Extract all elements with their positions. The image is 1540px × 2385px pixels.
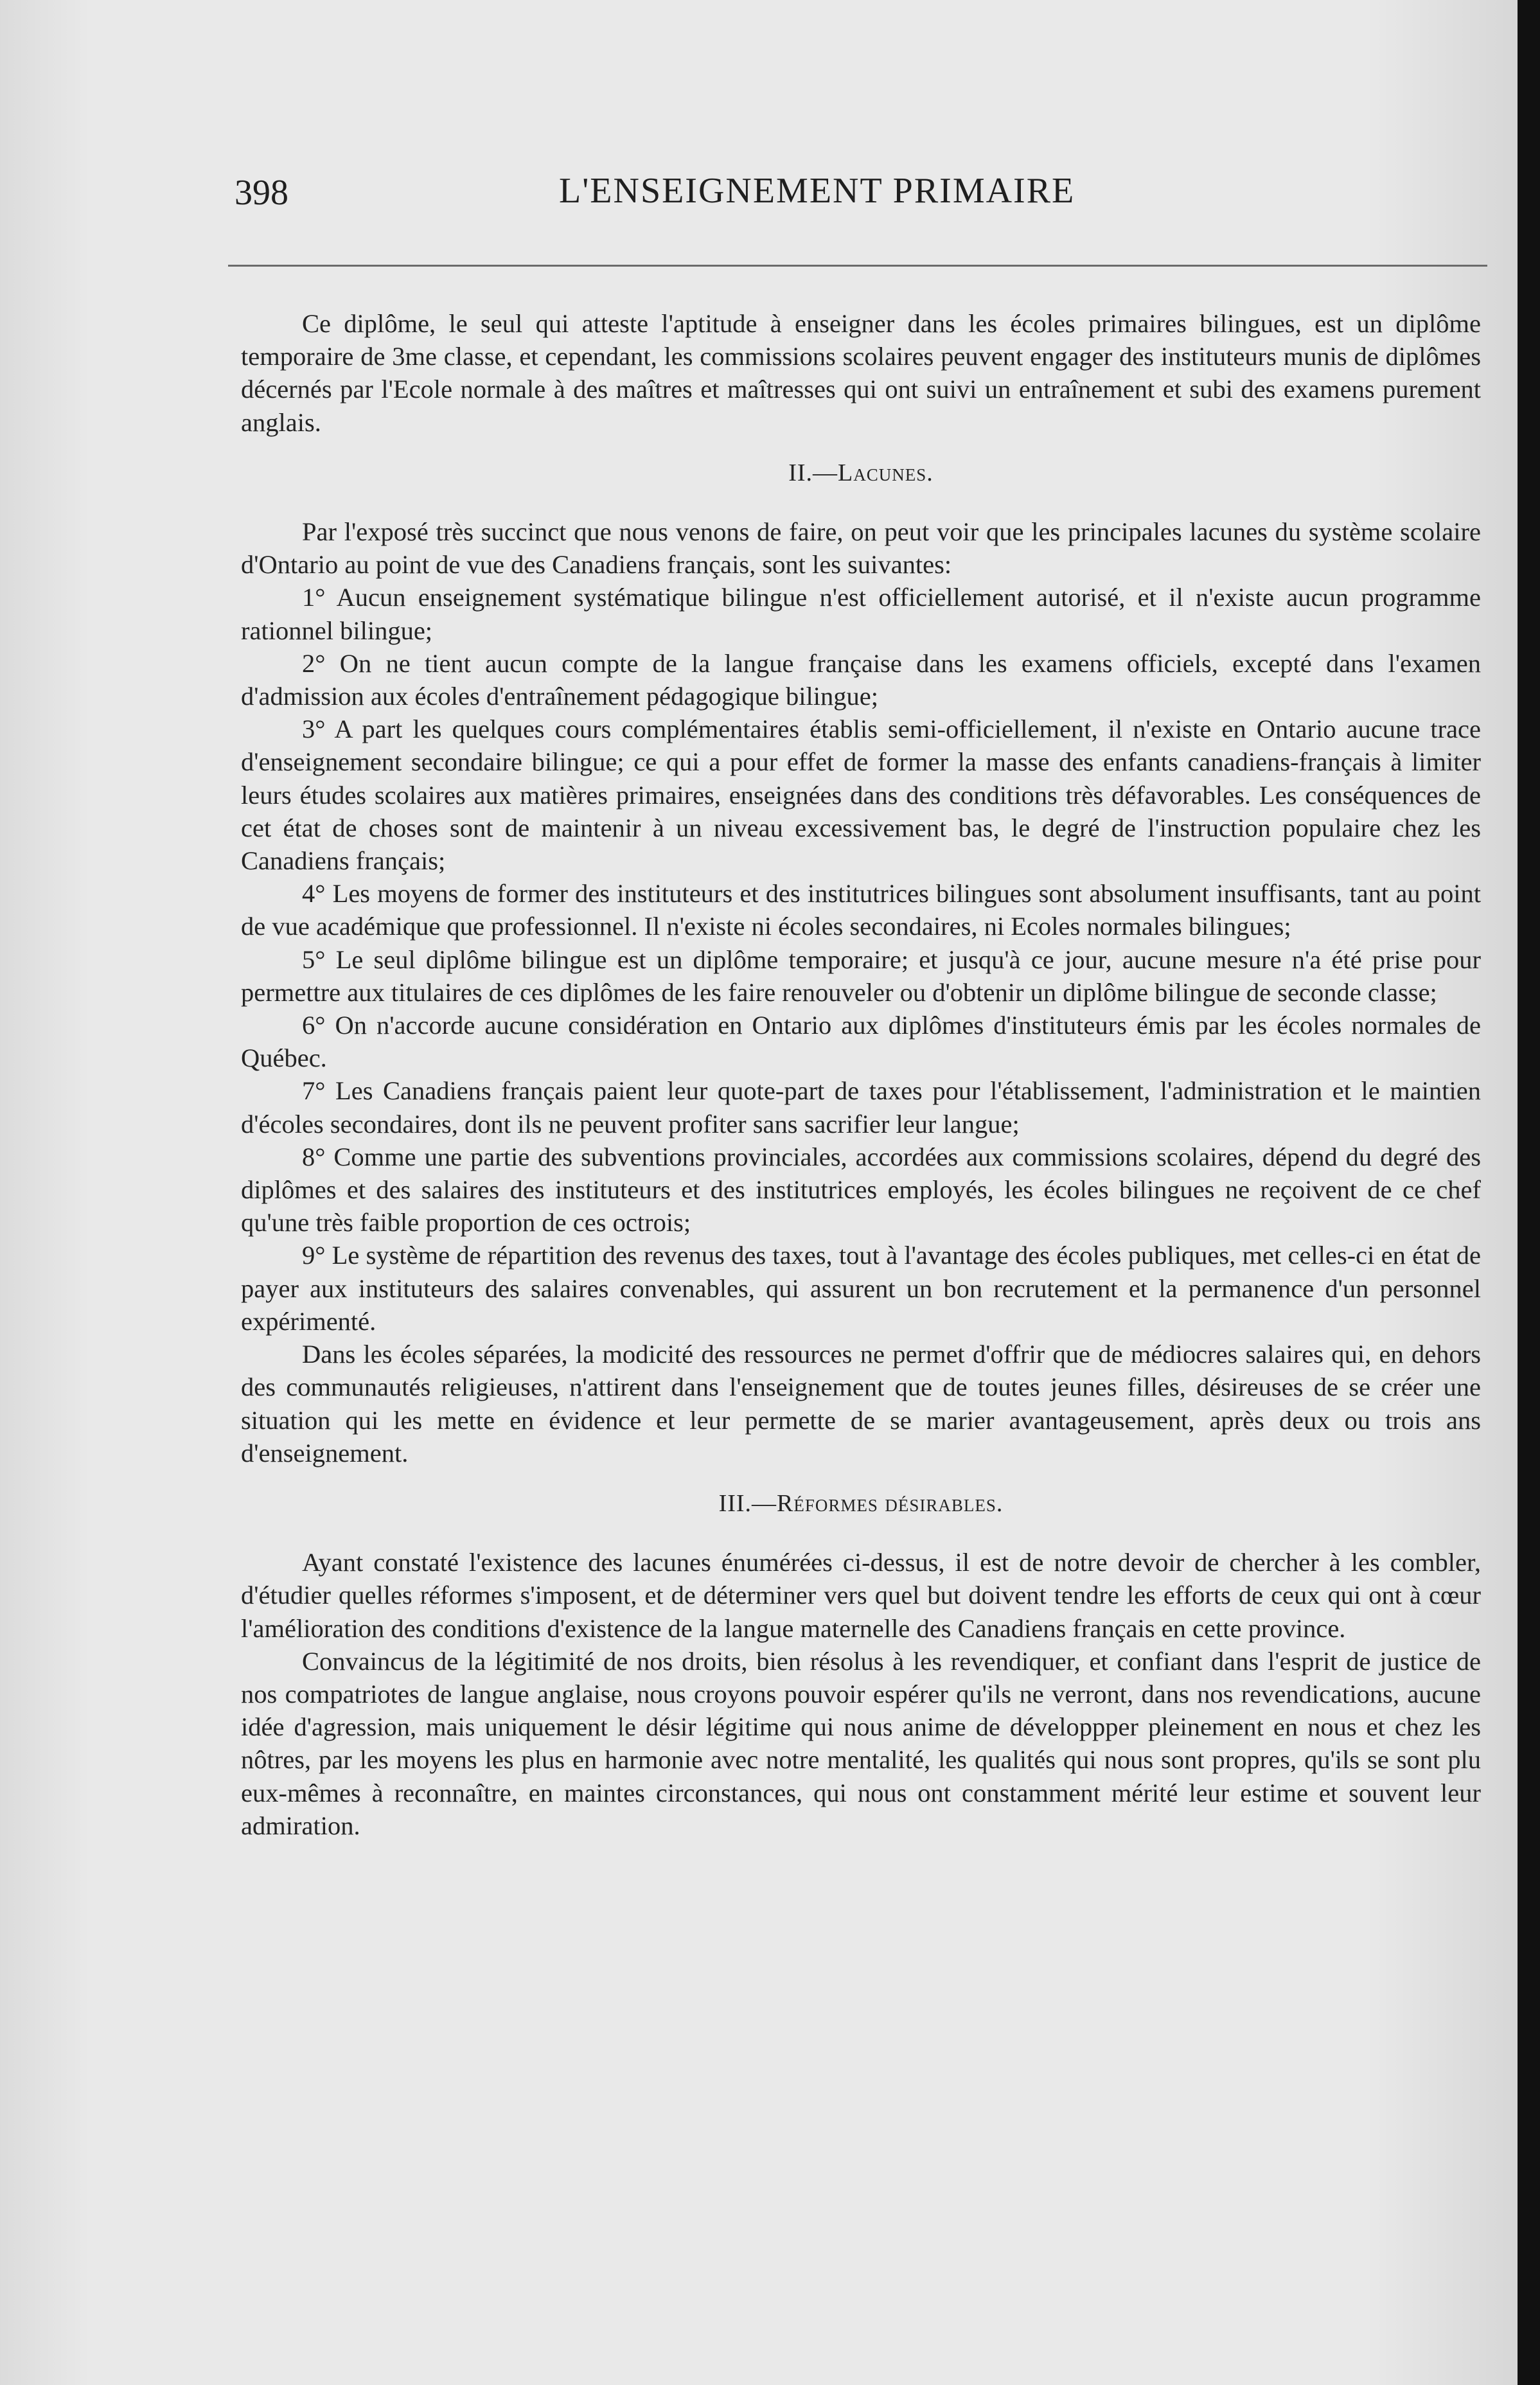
running-title: L'ENSEIGNEMENT PRIMAIRE bbox=[559, 171, 1075, 211]
intro-paragraph: Ce diplôme, le seul qui atteste l'aptitude à enseigner dans les écoles primaires bilingues, est un diplôme temporaire de 3me classe, et cependant, les commissions scolaires peuvent engager des instituteurs munis de diplômes décernés par l'Ecole normale à des maîtres et maîtresses qui ont suivi un entraînement et subi des examens purement anglais. bbox=[241, 309, 1481, 437]
list-item: 2° On ne tient aucun compte de la langue française dans les examens officiels, excepté dans l'examen d'admission aux écoles d'entraînement pédagogique bilingue; bbox=[241, 648, 1481, 711]
list-item: 4° Les moyens de former des instituteurs et des institutrices bilingues sont absolument insuffisants, tant au point de vue académique que professionnel. Il n'existe ni écoles secondaires, ni Ecoles normales bilingues; bbox=[241, 879, 1481, 941]
section-title: Lacunes. bbox=[838, 459, 934, 486]
reformes-paragraph-2: Convaincus de la légitimité de nos droits, bien résolus à les revendiquer, et confiant dans l'esprit de justice de nos compatriotes de langue anglaise, nous croyons pouvoir espérer qu'ils ne verront, dans nos revendications, aucune idée d'agression, mais uniquement le désir légitime qui nous anime de développper pleinement en nous et chez les nôtres, par les moyens les plus en harmonie avec notre mentalité, les qualités qui nous sont propres, qu'ils se sont plu eux-mêmes à reconnaître, en maintes circonstances, qui nous ont constamment mérité leur estime et souvent leur admiration. bbox=[241, 1646, 1481, 1840]
separate-schools-paragraph: Dans les écoles séparées, la modicité des ressources ne permet d'offrir que de médiocres salaires qui, en dehors des communautés religieuses, n'attirent dans l'enseignement que de toutes jeunes filles, désireuses de se créer une situation qui les mette en évidence et leur permette de se marier avantageusement, après deux ou trois ans d'enseignement. bbox=[241, 1340, 1481, 1467]
lacunes-intro-paragraph: Par l'exposé très succinct que nous venons de faire, on peut voir que les principales lacunes du système scolaire d'Ontario au point de vue des Canadiens français, sont les suivantes: bbox=[241, 517, 1481, 580]
header-rule bbox=[228, 265, 1487, 267]
page-body bbox=[241, 307, 1481, 1842]
section-title: Réformes désirables. bbox=[777, 1489, 1004, 1517]
list-item: 9° Le système de répartition des revenus des taxes, tout à l'avantage des écoles publiques, met celles-ci en état de payer aux instituteurs des salaires convenables, qui assurent un bon recrutement et la permanence d'un personnel expérimenté. bbox=[241, 1241, 1481, 1336]
section-heading-reformes bbox=[241, 1487, 1481, 1520]
list-item: 8° Comme une partie des subventions provinciales, accordées aux commissions scolaires, dépend du degré des diplômes et des salaires des instituteurs et des institutrices employés, les écoles bilingues ne reçoivent de ce chef qu'une très faible proportion de ces octrois; bbox=[241, 1142, 1481, 1237]
list-item: 1° Aucun enseignement systématique bilingue n'est officiellement autorisé, et il n'existe aucun programme rationnel bilingue; bbox=[241, 583, 1481, 645]
reformes-paragraph-1: Ayant constaté l'existence des lacunes énumérées ci-dessus, il est de notre devoir de chercher à les combler, d'étudier quelles réformes s'imposent, et de déterminer vers quel but doivent tendre les efforts de ceux qui ont à cœur l'amélioration des conditions d'existence de la langue maternelle des Canadiens français en cette province. bbox=[241, 1548, 1481, 1643]
section-numeral: III.— bbox=[718, 1489, 777, 1517]
section-numeral: II.— bbox=[788, 459, 838, 486]
scan-border bbox=[1518, 0, 1540, 2385]
list-item: 7° Les Canadiens français paient leur quote-part de taxes pour l'établissement, l'administration et le maintien d'écoles secondaires, dont ils ne peuvent profiter sans sacrifier leur langue; bbox=[241, 1076, 1481, 1139]
list-item: 6° On n'accorde aucune considération en Ontario aux diplômes d'instituteurs émis par les écoles normales de Québec. bbox=[241, 1011, 1481, 1073]
list-item: 3° A part les quelques cours complémentaires établis semi-officiellement, il n'existe en Ontario aucune trace d'enseignement secondaire bilingue; ce qui a pour effet de former la masse des enfants canadiens-français à limiter leurs études scolaires aux matières primaires, enseignées dans des conditions très défavorables. Les conséquences de cet état de choses sont de maintenir à un niveau excessivement bas, le degré de l'instruction populaire chez les Canadiens français; bbox=[241, 714, 1481, 876]
list-item: 5° Le seul diplôme bilingue est un diplôme temporaire; et jusqu'à ce jour, aucune mesure n'a été prise pour permettre aux titulaires de ces diplômes de les faire renouveler ou d'obtenir un diplôme bilingue de seconde classe; bbox=[241, 944, 1481, 1007]
page-number: 398 bbox=[235, 173, 288, 213]
section-heading-lacunes bbox=[241, 457, 1481, 490]
